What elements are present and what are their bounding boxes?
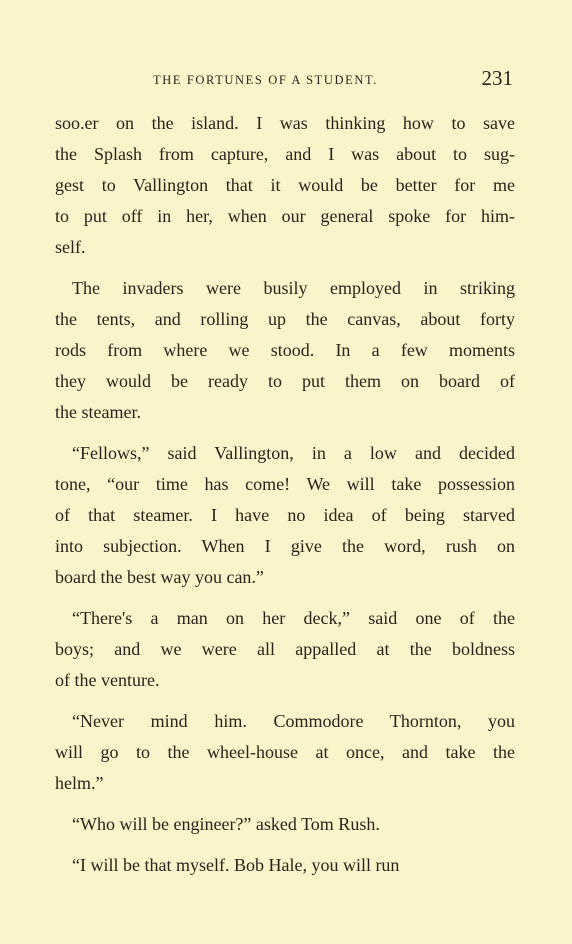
text-line: tone, “our time has come! We will take possession: [55, 474, 515, 494]
text-line: “There's a man on her deck,” said one of the: [72, 608, 515, 628]
text-line: of that steamer. I have no idea of being starved: [55, 505, 515, 525]
text-line: the steamer.: [55, 402, 141, 422]
text-line: rods from where we stood. In a few moments: [55, 340, 515, 360]
text-line: of the venture.: [55, 670, 160, 690]
text-line: the Splash from capture, and I was about to sug-: [55, 144, 515, 164]
text-line: self.: [55, 237, 86, 257]
paragraph: [55, 706, 515, 799]
paragraph: [55, 273, 515, 428]
text-line: will go to the wheel-house at once, and take the: [55, 742, 515, 762]
text-line: soo.er on the island. I was thinking how to save: [55, 113, 515, 133]
paragraph: [55, 108, 515, 263]
text-line: “I will be that myself. Bob Hale, you will run: [72, 855, 400, 875]
text-line: “Never mind him. Commodore Thornton, you: [72, 711, 515, 731]
text-line: The invaders were busily employed in striking: [72, 278, 515, 298]
running-head: [55, 66, 515, 94]
text-line: gest to Vallington that it would be better for me: [55, 175, 515, 195]
text-line: “Fellows,” said Vallington, in a low and decided: [72, 443, 515, 463]
paragraph: [55, 603, 515, 696]
body-text: [55, 108, 515, 891]
text-line: helm.”: [55, 773, 104, 793]
paragraph: [55, 850, 515, 881]
paragraph: [55, 809, 515, 840]
running-title: THE FORTUNES OF A STUDENT.: [153, 73, 379, 87]
text-line: boys; and we were all appalled at the boldness: [55, 639, 515, 659]
text-line: “Who will be engineer?” asked Tom Rush.: [72, 814, 380, 834]
paragraph: [55, 438, 515, 593]
text-line: to put off in her, when our general spoke for him-: [55, 206, 515, 226]
page-number: 231: [481, 66, 513, 90]
text-line: the tents, and rolling up the canvas, about forty: [55, 309, 515, 329]
text-line: into subjection. When I give the word, rush on: [55, 536, 515, 556]
text-line: board the best way you can.”: [55, 567, 264, 587]
text-line: they would be ready to put them on board of: [55, 371, 515, 391]
